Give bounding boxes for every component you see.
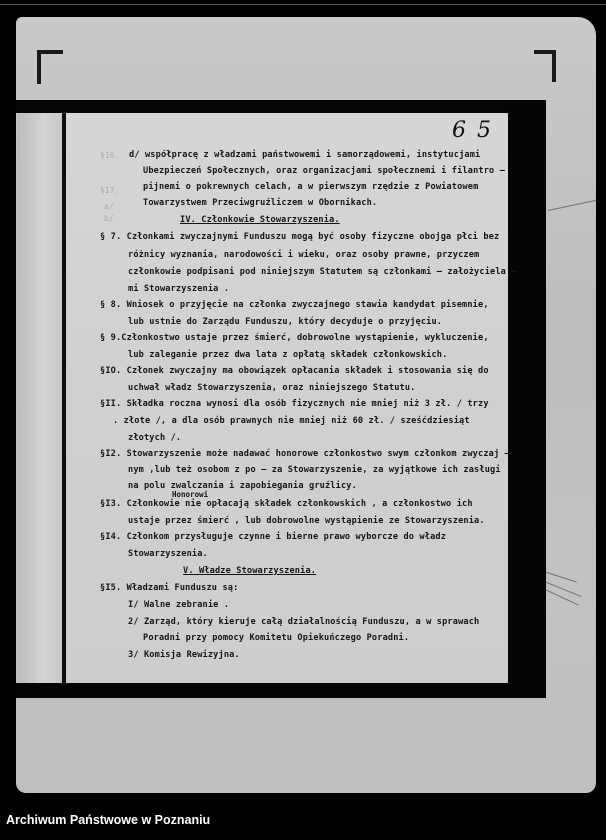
text-line: na polu zwalczania i zapobiegania gruźlicy. [128,481,357,491]
paragraph-7: § 7. Członkami zwyczajnymi Funduszu mogą być osoby fizyczne obojga płci bez [100,232,500,242]
text-line: d/ współpracę z władzami państwowemi i samorządowemi, instytucjami [129,150,481,160]
crop-mark-top-left-icon [37,50,63,84]
paragraph-11: §II. Składka roczna wynosi dla osób fizycznych nie mniej niż 3 zł. / trzy [100,399,489,409]
section-heading-iv: IV. Członkowie Stowarzyszenia. [180,215,340,225]
list-item: 3/ Komisja Rewizyjna. [128,650,240,660]
bleed-through-text: §17. [100,186,120,195]
text-line: ustaje przez śmierć , lub dobrowolne wystąpienie ze Stowarzyszenia. [128,516,485,526]
text-line: lub ustnie do Zarządu Funduszu, który decyduje o przyjęciu. [128,317,443,327]
text-line: Towarzystwem Przeciwgruźliczem w Obornikach. [143,198,378,208]
text-line: nym ,lub też osobom z po – za Stowarzyszenie, za wyjątkowe ich zasługi [128,465,501,475]
text-line: Poradni przy pomocy Komitetu Opiekuńczego Poradni. [143,633,410,643]
text-line: członkowie podpisani pod niniejszym Statutem są członkami – założyciela – [128,267,517,277]
paragraph-14: §I4. Członkom przysługuje czynne i bierne prawo wyborcze do władz [100,532,447,542]
text-line: Stowarzyszenia. [128,549,208,559]
text-line: mi Stowarzyszenia . [128,284,230,294]
handwritten-page-number: 6 5 [452,118,493,143]
list-item: I/ Walne zebranie . [128,600,230,610]
text-line: Ubezpieczeń Społecznych, oraz organizacjami społecznemi i filantro – [143,166,506,176]
paragraph-10: §IO. Członek zwyczajny ma obowiązek opłacania składek i stosowania się do [100,366,489,376]
section-heading-v: V. Władze Stowarzyszenia. [183,566,317,576]
bleed-through-text: §16. [100,151,120,160]
interlinear-annotation: Honorowi [172,490,209,499]
frame-right-border [508,108,546,698]
frame-bottom-border [16,683,546,698]
list-item: 2/ Zarząd, który kieruje całą działalnością Funduszu, a w sprawach [128,617,480,627]
paragraph-13: §I3. Członkowie nie opłacają składek członkowskich , a członkostwo ich [100,499,473,509]
paragraph-9: § 9.Członkostwo ustaje przez śmierć, dobrowolne wystąpienie, wykluczenie, [100,333,489,343]
paragraph-12: §I2. Stowarzyszenie może nadawać honorowe członkostwo swym członkom zwyczaj – [100,449,510,459]
text-line: . złote /, a dla osób prawnych nie mniej niż 60 zł. / sześćdziesiąt [113,416,470,426]
paragraph-8: § 8. Wniosek o przyjęcie na członka zwyczajnego stawia kandydat pisemnie, [100,300,489,310]
text-line: złotych /. [128,433,182,443]
paragraph-15: §I5. Władzami Funduszu są: [100,583,239,593]
bleed-through-text: b/ [104,214,114,223]
archive-watermark: Archiwum Państwowe w Poznaniu [6,813,211,827]
bleed-through-text: a/ [104,202,114,211]
previous-page-edge [17,113,63,685]
text-line: lub zaleganie przez dwa lata z opłatą składek członkowskich. [128,350,448,360]
text-line: pijnemi o pokrewnych celach, a w pierwszym rzędzie z Powiatowem [143,182,479,192]
text-line: uchwał władz Stowarzyszenia, oraz niniejszego Statutu. [128,383,416,393]
frame-top-band [16,100,546,113]
crop-mark-top-right-icon [534,50,556,82]
film-edge-line [0,4,606,5]
text-line: różnicy wyznania, narodowości i wieku, oraz osoby prawne, przyczem [128,250,480,260]
